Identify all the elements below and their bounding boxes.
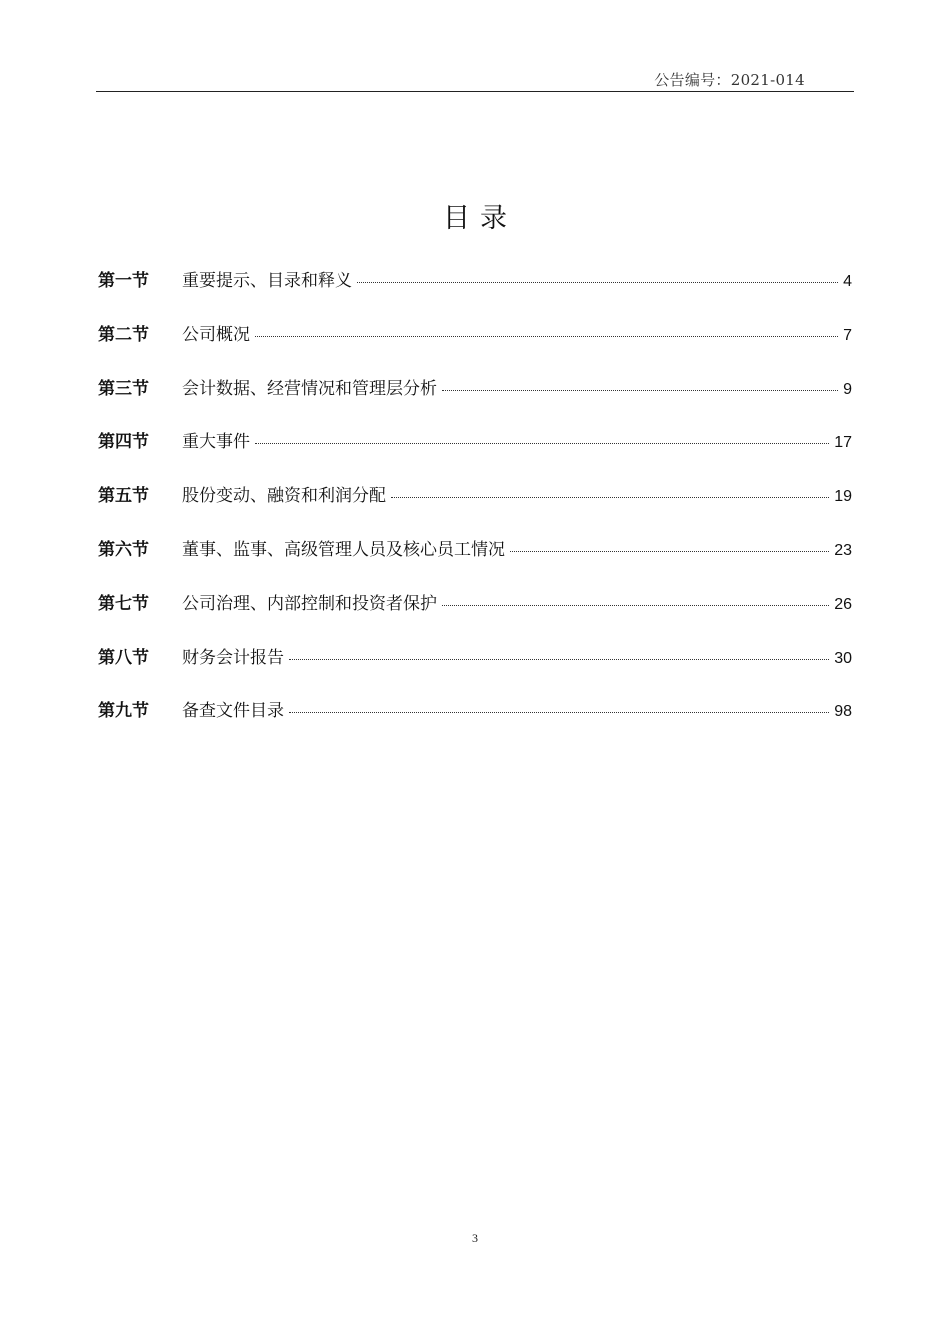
- toc-section-title: 备查文件目录: [182, 701, 284, 722]
- toc-section-title: 公司概况: [182, 324, 250, 345]
- toc-section-number: 第三节: [98, 378, 149, 399]
- toc-section-title: 重要提示、目录和释义: [182, 271, 352, 291]
- dot-leader: [442, 605, 829, 606]
- toc-page-number: 98: [834, 703, 852, 721]
- toc-section-title: 财务会计报告: [182, 647, 284, 668]
- toc-entry[interactable]: [98, 377, 852, 431]
- toc-entry[interactable]: [98, 323, 852, 377]
- toc-entry[interactable]: [98, 269, 852, 323]
- dot-leader: [289, 659, 829, 660]
- announcement-number: 公告编号：2021-014: [654, 71, 805, 89]
- toc-section-number: 第五节: [98, 486, 149, 507]
- dot-leader: [289, 712, 829, 713]
- toc-page-number: 17: [834, 434, 852, 452]
- toc-title: 目录: [443, 203, 517, 234]
- toc-entry[interactable]: [98, 646, 852, 700]
- header-divider: [96, 91, 854, 92]
- toc-page-number: 9: [843, 380, 852, 398]
- toc-section-number: 第七节: [98, 593, 149, 614]
- dot-leader: [391, 497, 829, 498]
- toc-section-number: 第九节: [98, 701, 149, 722]
- toc-section-title: 股份变动、融资和利润分配: [182, 486, 386, 507]
- table-of-contents: [98, 269, 852, 753]
- page-number: 3: [472, 1231, 478, 1245]
- toc-entry[interactable]: [98, 538, 852, 592]
- toc-page-number: 4: [843, 273, 852, 290]
- toc-section-title: 董事、监事、高级管理人员及核心员工情况: [182, 539, 505, 560]
- toc-entry[interactable]: [98, 484, 852, 538]
- dot-leader: [255, 443, 829, 444]
- toc-section-number: 第四节: [98, 432, 149, 453]
- dot-leader: [510, 551, 829, 552]
- toc-page-number: 26: [834, 595, 852, 613]
- toc-entry[interactable]: [98, 699, 852, 753]
- toc-entry[interactable]: [98, 592, 852, 646]
- dot-leader: [357, 282, 838, 283]
- toc-page-number: 7: [843, 326, 852, 344]
- dot-leader: [255, 336, 838, 337]
- dot-leader: [442, 390, 838, 391]
- toc-entry[interactable]: [98, 430, 852, 484]
- toc-section-number: 第八节: [98, 647, 149, 668]
- toc-section-title: 重大事件: [182, 432, 250, 453]
- toc-section-number: 第一节: [98, 271, 149, 291]
- toc-page-number: 23: [834, 541, 852, 559]
- toc-section-number: 第二节: [98, 324, 149, 345]
- toc-page-number: 19: [834, 488, 852, 506]
- toc-section-number: 第六节: [98, 539, 149, 560]
- toc-page-number: 30: [834, 649, 852, 667]
- toc-section-title: 会计数据、经营情况和管理层分析: [182, 378, 437, 399]
- toc-section-title: 公司治理、内部控制和投资者保护: [182, 593, 437, 614]
